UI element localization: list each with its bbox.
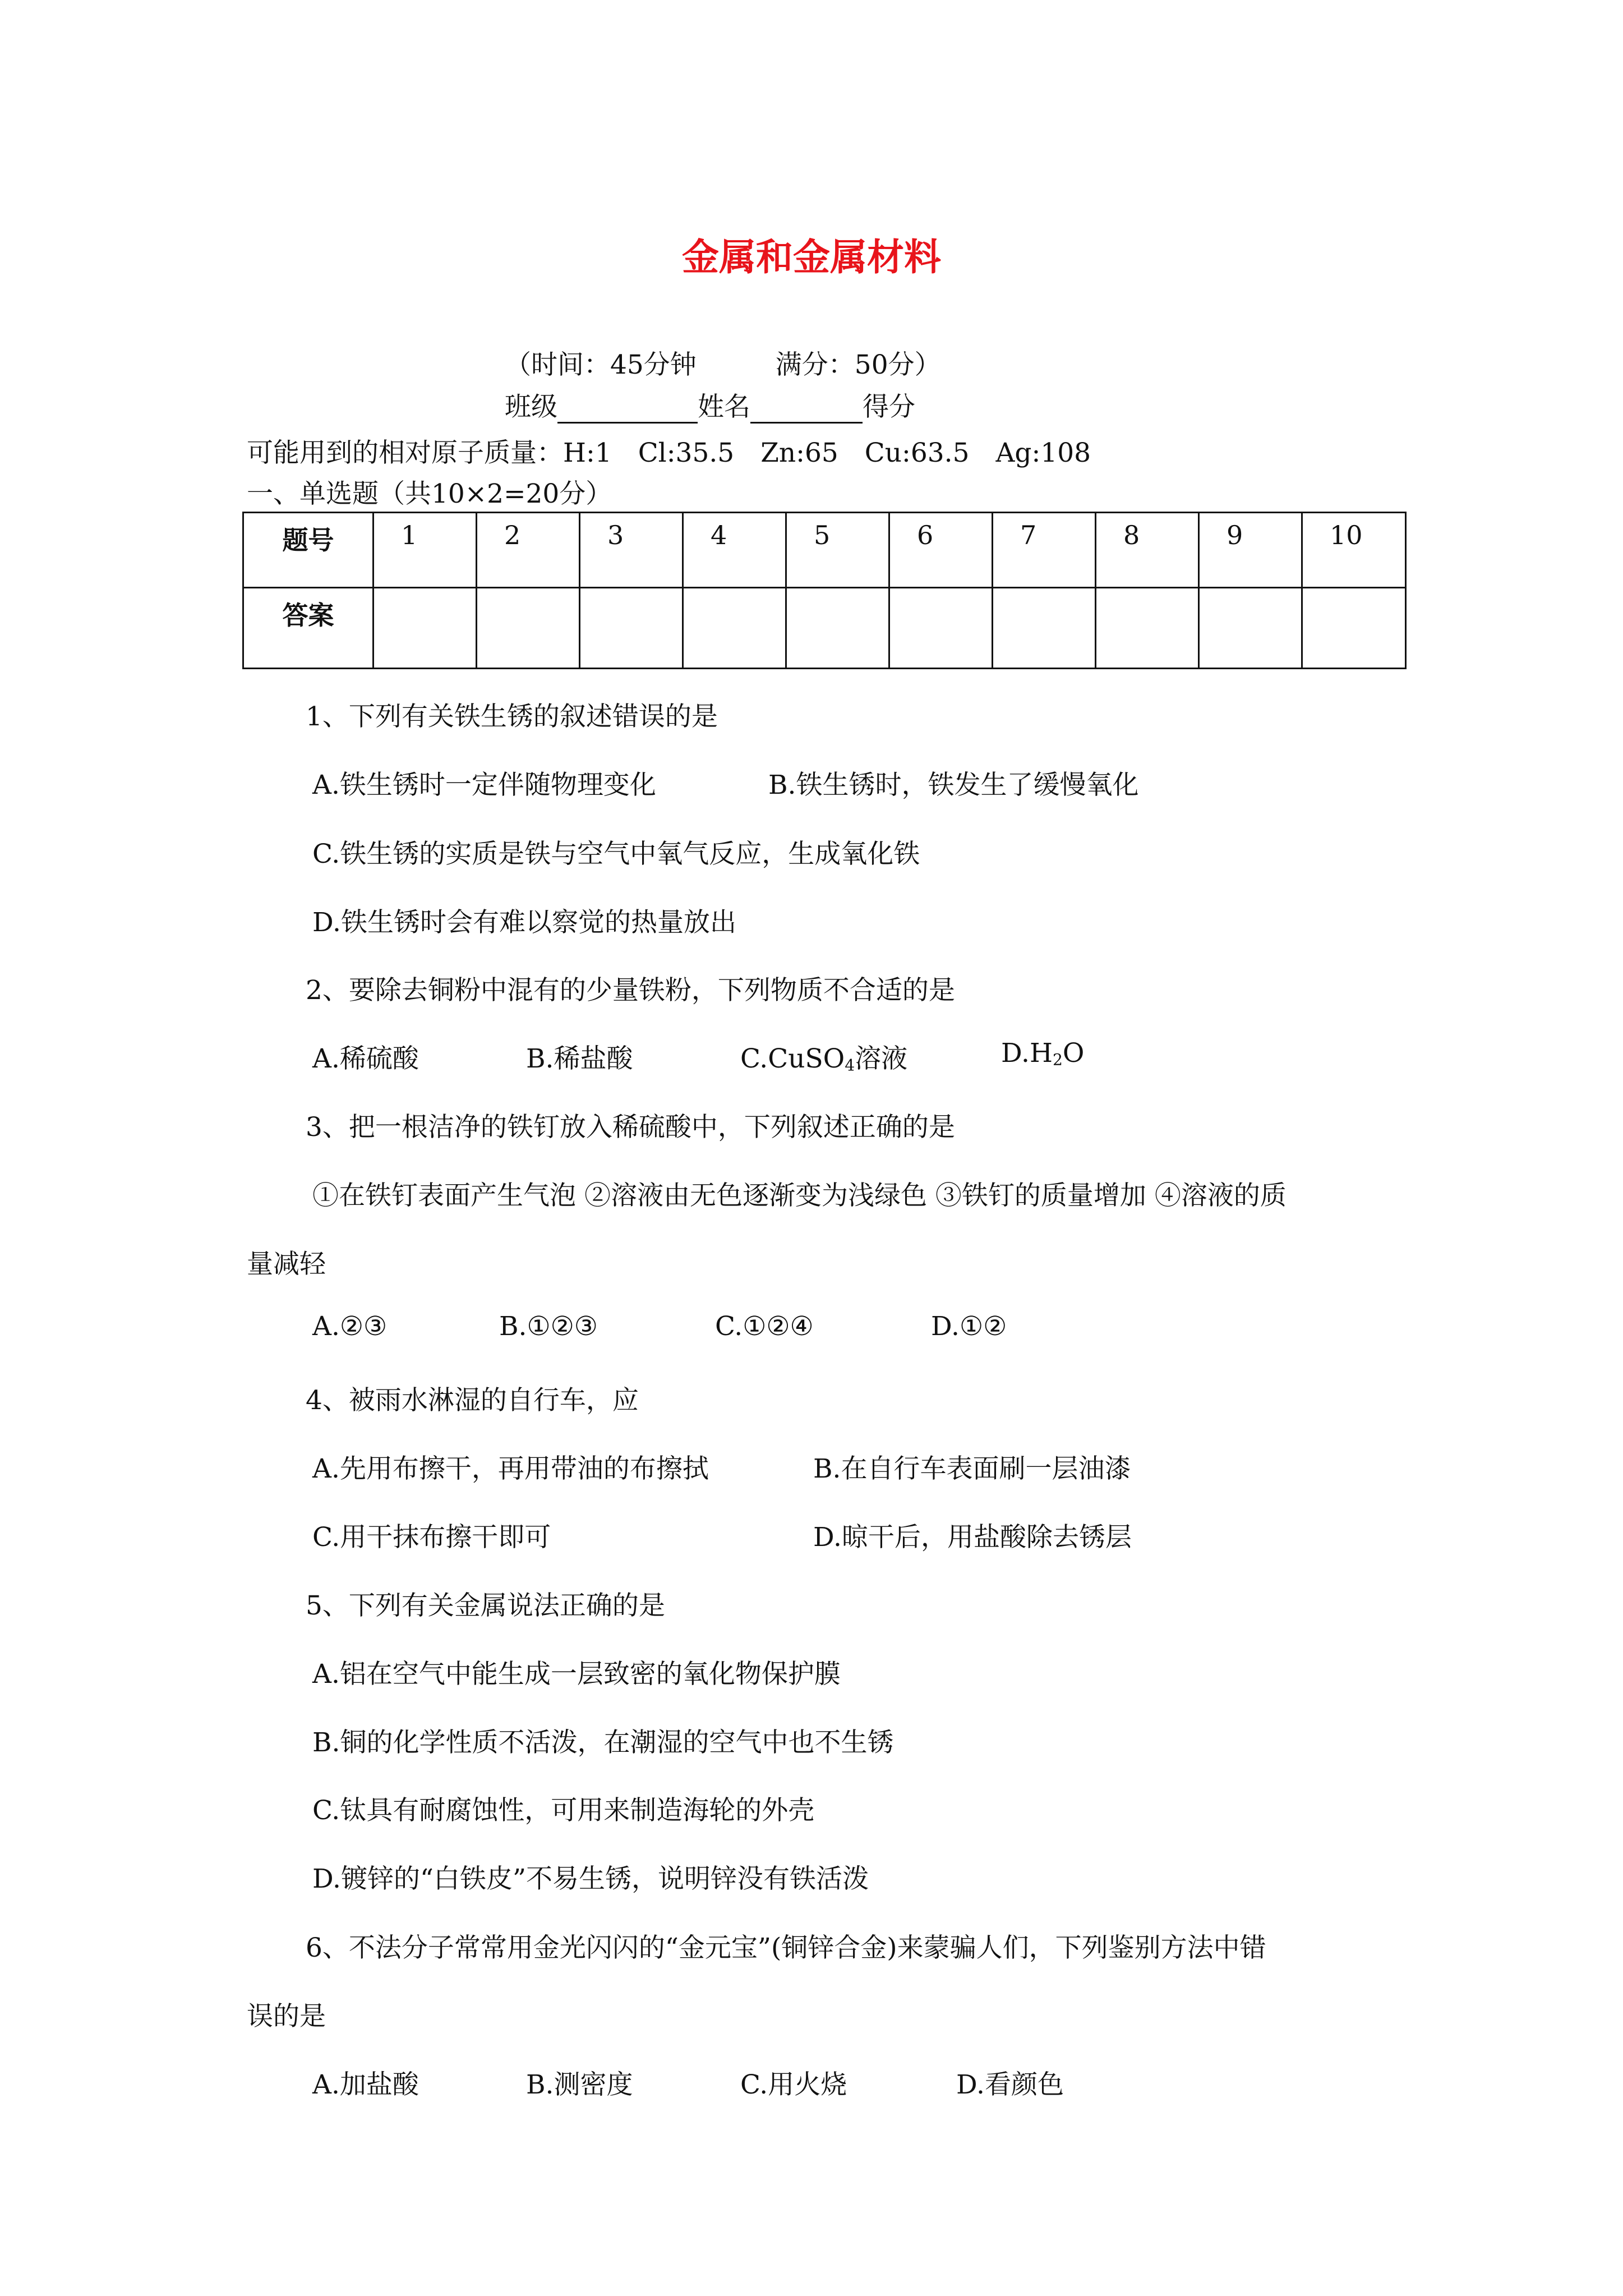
question-2-stem: 2、要除去铜粉中混有的少量铁粉，下列物质不合适的是 [306, 975, 955, 1006]
row-label-answer: 答案 [243, 588, 374, 669]
answer-cell[interactable] [1302, 588, 1406, 669]
question-6-option-c: C.用火烧 [740, 2069, 847, 2100]
section-heading: 一、单选题（共10×2=20分） [247, 478, 612, 509]
question-2-option-d: $D.H_2O$ [1001, 1038, 1085, 1069]
answer-cell[interactable] [580, 588, 683, 669]
answer-row [243, 588, 1406, 669]
atomic-mass-info: 可能用到的相对原子质量：H:1 Cl:35.5 Zn:65 Cu:63.5 Ag:108 [247, 438, 1091, 468]
question-1-option-c: C.铁生锈的实质是铁与空气中氧气反应，生成氧化铁 [312, 839, 920, 869]
question-6-stem: 6、不法分子常常用金光闪闪的“金元宝”(铜锌合金)来蒙骗人们，下列鉴别方法中错 [306, 1932, 1266, 1963]
answer-cell[interactable] [374, 588, 477, 669]
question-4-option-c: C.用干抹布擦干即可 [312, 1522, 551, 1553]
question-6-option-b: B.测密度 [526, 2069, 633, 2100]
question-number-cell: 5 [786, 513, 889, 588]
page-title: 金属和金属材料 [682, 236, 941, 279]
answer-cell[interactable] [889, 588, 993, 669]
question-5-option-b: B.铜的化学性质不活泼，在潮湿的空气中也不生锈 [312, 1727, 894, 1758]
question-6-option-d: D.看颜色 [956, 2069, 1064, 2100]
question-3-statements: ①在铁钉表面产生气泡 ②溶液由无色逐渐变为浅绿色 ③铁钉的质量增加 ④溶液的质 [312, 1180, 1287, 1211]
question-6-option-a: A.加盐酸 [312, 2069, 419, 2100]
question-number-cell: 1 [374, 513, 477, 588]
answer-cell[interactable] [477, 588, 580, 669]
question-2-option-c: C.CuSO$_4$溶液 [740, 1043, 908, 1075]
student-info-line [505, 386, 915, 424]
question-5-option-c: C.钛具有耐腐蚀性，可用来制造海轮的外壳 [312, 1795, 815, 1826]
question-1-option-a: A.铁生锈时一定伴随物理变化 [312, 770, 656, 800]
question-number-cell: 4 [683, 513, 786, 588]
question-3-stem: 3、把一根洁净的铁钉放入稀硫酸中，下列叙述正确的是 [306, 1112, 955, 1143]
answer-cell[interactable] [1096, 588, 1199, 669]
question-3-statements-cont: 量减轻 [247, 1249, 326, 1280]
question-4-stem: 4、被雨水淋湿的自行车，应 [306, 1385, 639, 1416]
question-2-option-b: B.稀盐酸 [526, 1043, 633, 1074]
question-4-option-d: D.晾干后，用盐酸除去锈层 [813, 1522, 1132, 1553]
name-blank[interactable] [750, 395, 863, 424]
question-number-row [243, 513, 1406, 588]
question-2-option-a: A.稀硫酸 [312, 1043, 419, 1074]
question-3-option-a: A.②③ [312, 1311, 388, 1342]
question-6-stem-cont: 误的是 [247, 2001, 326, 2032]
question-3-option-c: C.①②④ [715, 1311, 814, 1342]
question-number-cell: 10 [1302, 513, 1406, 588]
question-1-option-d: D.铁生锈时会有难以察觉的热量放出 [312, 907, 736, 938]
question-5-stem: 5、下列有关金属说法正确的是 [306, 1590, 665, 1621]
question-number-cell: 6 [889, 513, 993, 588]
score-label: 得分 [863, 392, 915, 422]
question-number-cell: 2 [477, 513, 580, 588]
question-1-stem: 1、下列有关铁生锈的叙述错误的是 [306, 701, 718, 732]
class-label: 班级 [505, 392, 557, 422]
answer-table [242, 512, 1407, 669]
question-4-option-b: B.在自行车表面刷一层油漆 [813, 1453, 1131, 1484]
question-5-option-a: A.铝在空气中能生成一层致密的氧化物保护膜 [312, 1659, 841, 1690]
row-label-question-number: 题号 [243, 513, 374, 588]
question-5-option-d: D.镀锌的“白铁皮”不易生锈，说明锌没有铁活泼 [312, 1864, 869, 1894]
question-1-option-b: B.铁生锈时，铁发生了缓慢氧化 [768, 770, 1139, 800]
question-number-cell: 7 [993, 513, 1096, 588]
question-4-option-a: A.先用布擦干，再用带油的布擦拭 [312, 1453, 709, 1484]
name-label: 姓名 [698, 392, 750, 422]
answer-cell[interactable] [993, 588, 1096, 669]
question-3-option-b: B.①②③ [499, 1311, 598, 1342]
question-number-cell: 9 [1199, 513, 1302, 588]
class-blank[interactable] [557, 395, 698, 424]
exam-time-info: （时间：45分钟 满分：50分） [505, 349, 941, 380]
question-3-option-d: D.①② [931, 1311, 1007, 1342]
answer-cell[interactable] [786, 588, 889, 669]
answer-cell[interactable] [1199, 588, 1302, 669]
question-number-cell: 8 [1096, 513, 1199, 588]
answer-cell[interactable] [683, 588, 786, 669]
question-number-cell: 3 [580, 513, 683, 588]
